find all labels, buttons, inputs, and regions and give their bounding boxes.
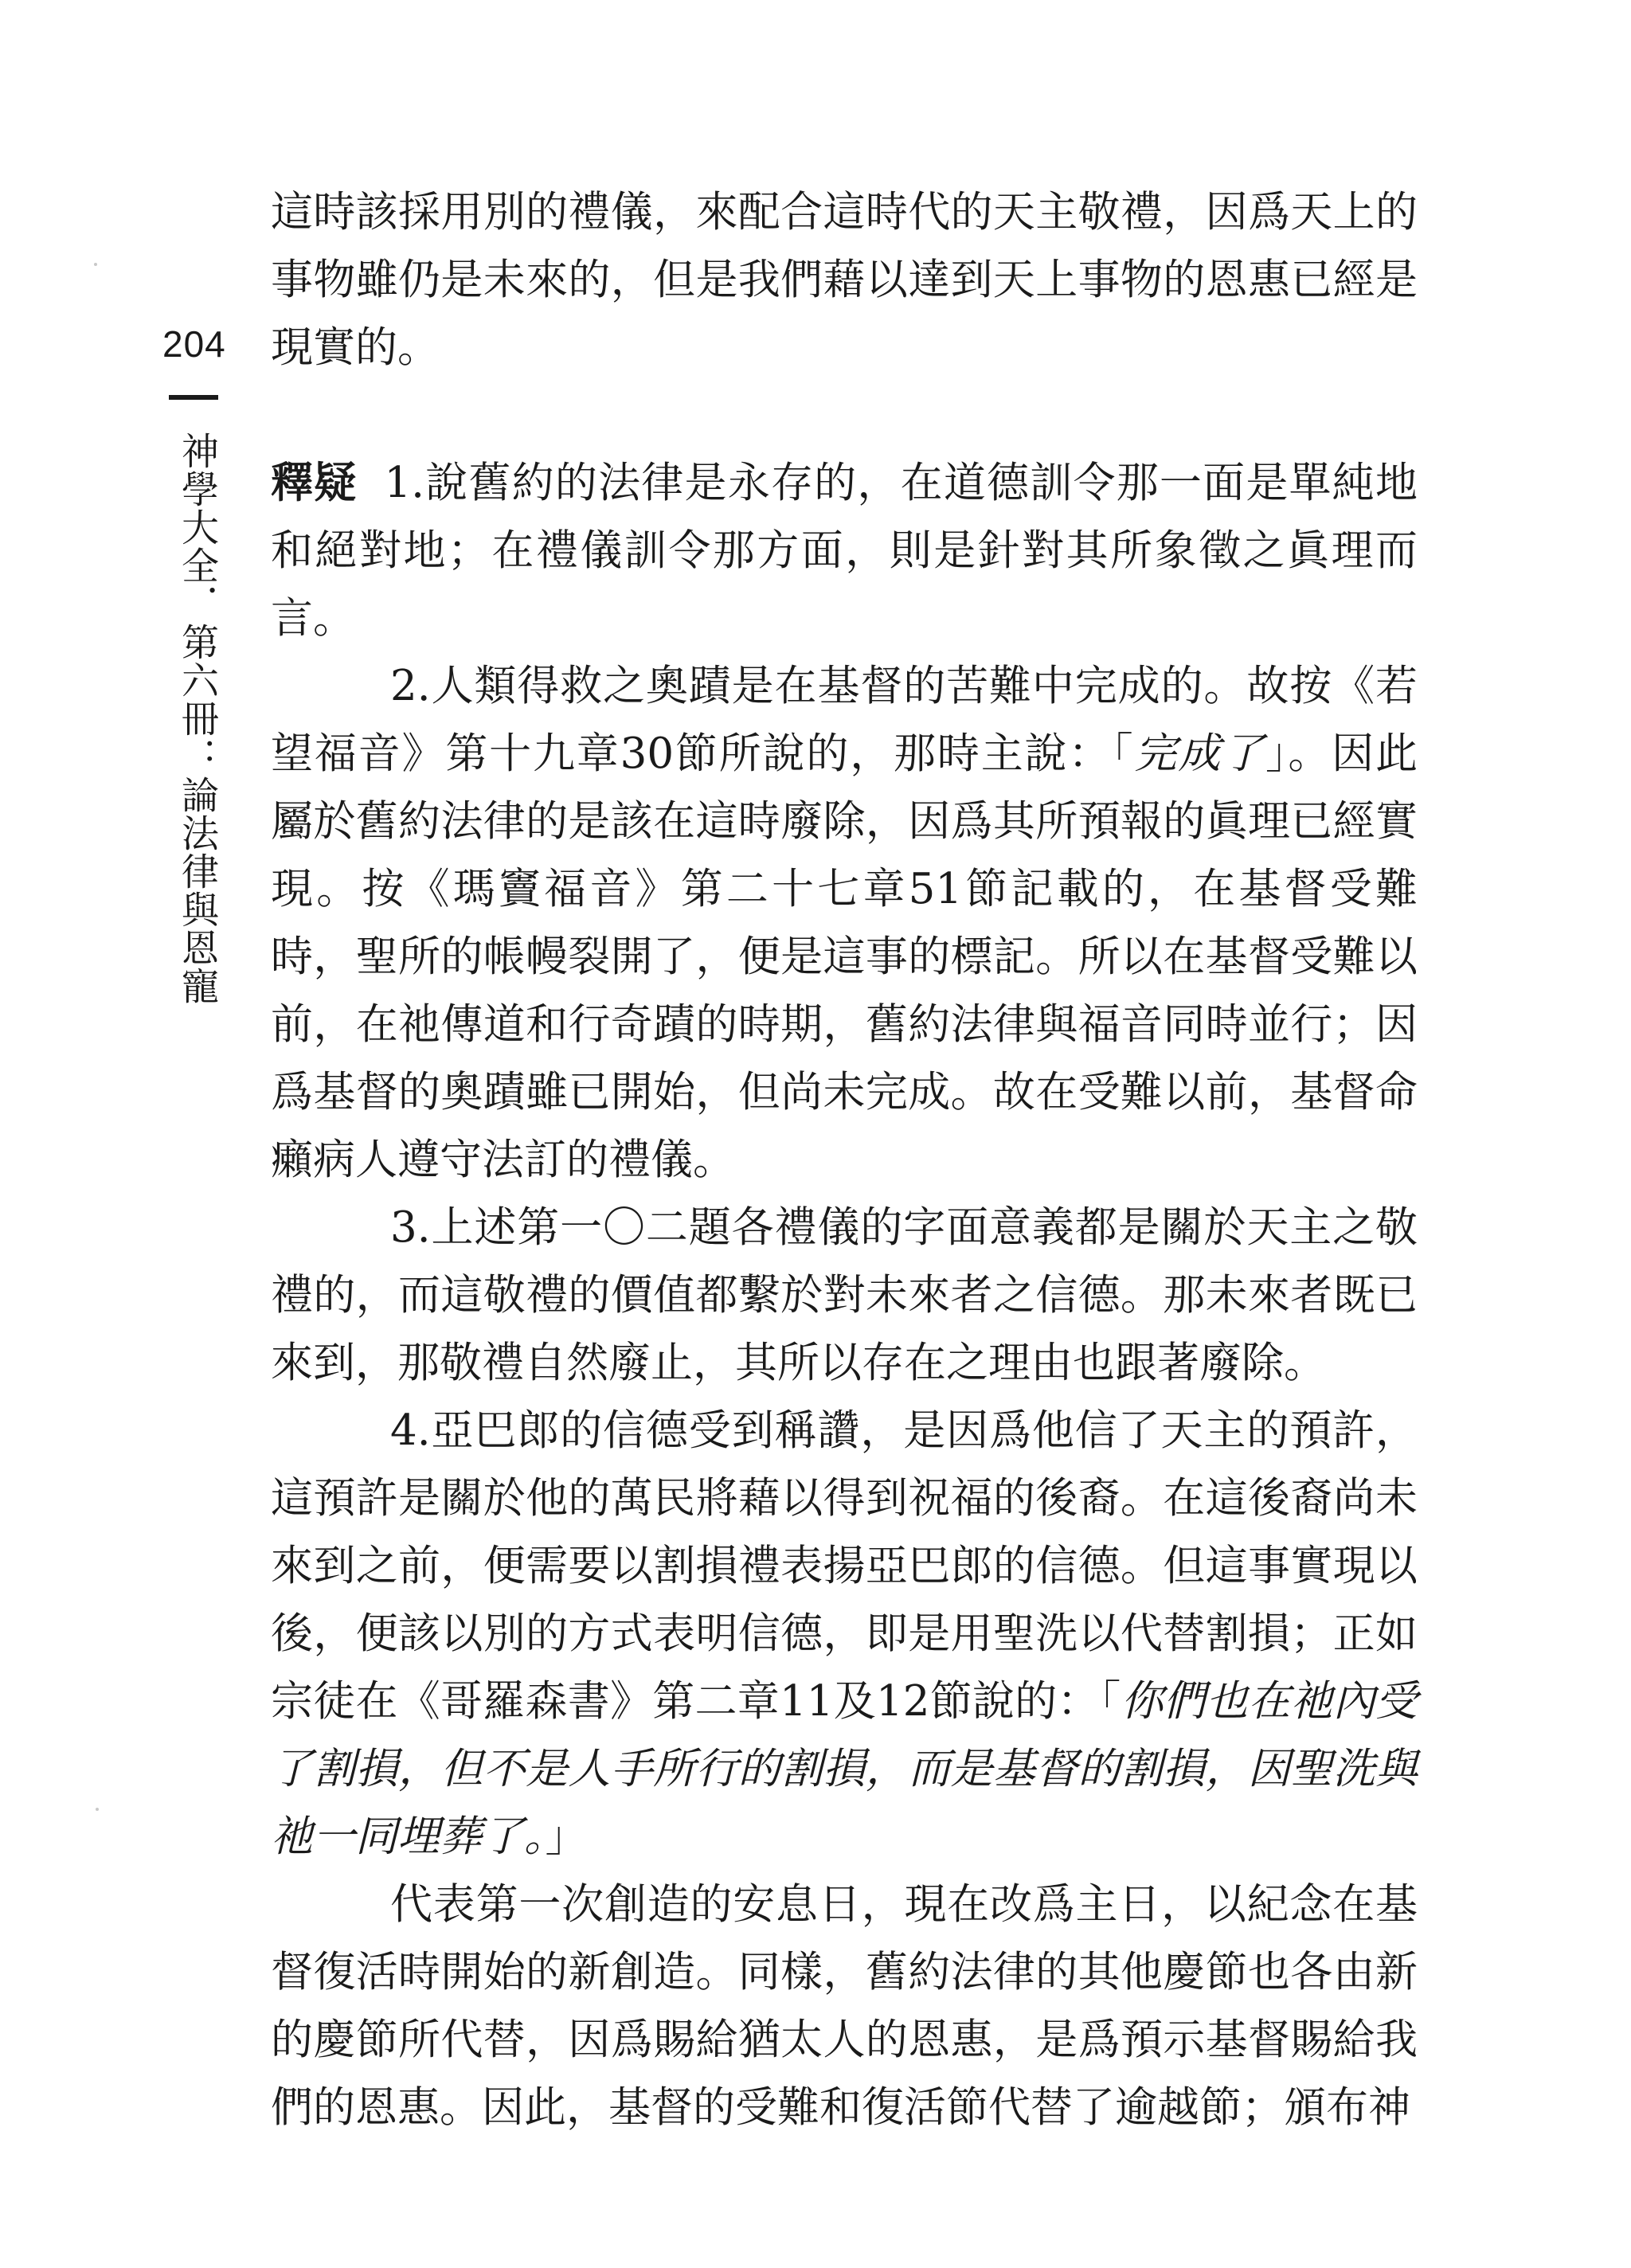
reply-label: 釋疑 [271,458,358,507]
paragraph-6: 代表第一次創造的安息日，現在改爲主日，以紀念在基督復活時開始的新創造。同樣，舊約法律的其他慶節也各由新的慶節所代替，因爲賜給猶太人的恩惠，是爲預示基督賜給我們的恩惠。因此，基督的受難和復活節代替了逾越節；頒布神 [271,1880,1418,2132]
paragraph-2 [271,449,1418,652]
paragraph-1: 這時該採用別的禮儀，來配合這時代的天主敬禮，因爲天上的事物雖仍是未來的，但是我們藉以達到天上事物的恩惠已經是現實的。 [271,188,1418,372]
page-number: 204 [162,323,226,365]
paragraph-3-post: 」。因此屬於舊約法律的是該在這時廢除，因爲其所預報的眞理已經實現。按《瑪竇福音》第二十七章51節記載的，在基督受難時，聖所的帳幔裂開了，便是這事的標記。所以在基督受難以前，在祂傳道和行奇蹟的時期，舊約法律與福音同時並行；因爲基督的奧蹟雖已開始，但尚未完成。故在受難以前，基督命癩病人遵守法訂的禮儀。 [271,729,1418,1184]
paragraph-5-post: 」 [545,1812,588,1861]
paragraph-3 [271,652,1418,1194]
scan-speck [94,263,97,266]
paragraph-5 [271,1397,1418,1871]
scan-speck [96,1808,99,1811]
paragraph-5-quote: 你們也在祂內受了割損，但不是人手所行的割損，而是基督的割損，因聖洗與祂一同埋葬了。 [271,1677,1418,1861]
header-rule [169,395,218,400]
paragraph-4: 3.上述第一〇二題各禮儀的字面意義都是關於天主之敬禮的，而這敬禮的價值都繫於對未來者之信德。那未來者既已來到，那敬禮自然廢止，其所以存在之理由也跟著廢除。 [271,1203,1418,1387]
paragraph-2-text: 1.說舊約的法律是永存的，在道德訓令那一面是單純地和絕對地；在禮儀訓令那方面，則是針對其所象徵之眞理而言。 [271,459,1418,643]
paragraph-3-quote: 完成了 [1134,729,1266,778]
body-text [271,178,1418,2141]
running-head: 神學大全．第六冊：論法律與恩寵 [175,432,219,1005]
paragraph-5-pre: 4.亞巴郎的信德受到稱讚，是因爲他信了天主的預許，這預許是關於他的萬民將藉以得到祝福的後裔。在這後裔尚未來到之前，便需要以割損禮表揚亞巴郎的信德。但這事實現以後，便該以別的方式表明信德，即是用聖洗以代替割損；正如宗徒在《哥羅森書》第二章11及12節說的：「 [271,1406,1418,1726]
paragraph-3-pre: 2.人類得救之奧蹟是在基督的苦難中完成的。故按《若望福音》第十九章30節所說的，那時主說：「 [271,662,1418,778]
